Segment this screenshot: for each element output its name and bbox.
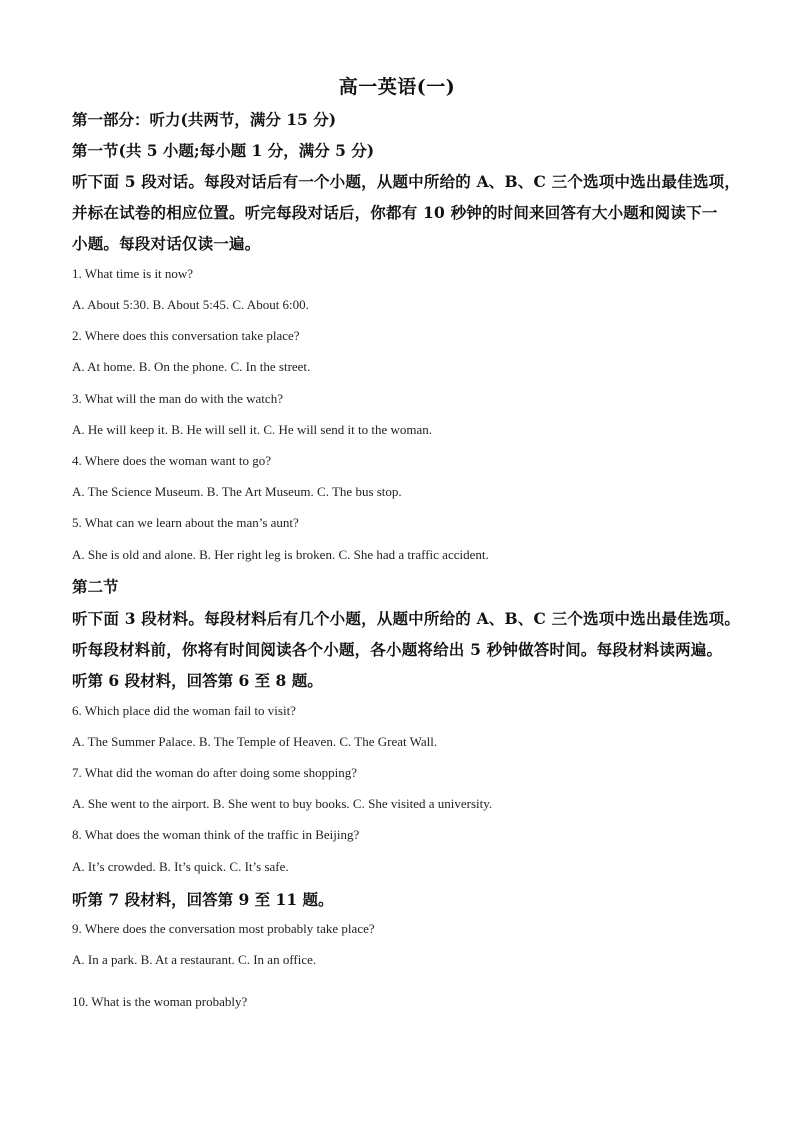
question-6-options: A. The Summer Palace. B. The Temple of Heaven. C. The Great Wall. — [72, 734, 438, 749]
page-title: 高一英语(一) — [338, 76, 456, 98]
question-6: 6. Which place did the woman fail to visit? — [72, 703, 296, 718]
question-7: 7. What did the woman do after doing some shopping? — [72, 765, 357, 780]
section1-instruction-line-3: 小题。每段对话仅读一遍。 — [72, 234, 261, 253]
question-8-options: A. It’s crowded. B. It’s quick. C. It’s safe. — [72, 859, 289, 874]
section2-instruction-line-2: 听每段材料前，你将有时间阅读各个小题，各小题将给出 5 秒钟做答时间。每段材料读两遍。 — [72, 640, 723, 659]
section2-instruction-line-1: 听下面 3 段材料。每段材料后有几个小题，从题中所给的 A、B、C 三个选项中选出最佳选项。 — [72, 609, 741, 628]
question-1: 1. What time is it now? — [72, 266, 194, 281]
question-2-options: A. At home. B. On the phone. C. In the street. — [72, 359, 311, 374]
section1-instruction-line-1: 听下面 5 段对话。每段对话后有一个小题，从题中所给的 A、B、C 三个选项中选出最佳选项， — [72, 172, 741, 191]
question-9-options: A. In a park. B. At a restaurant. C. In an office. — [72, 952, 317, 967]
question-3: 3. What will the man do with the watch? — [72, 391, 283, 406]
part1-heading: 第一部分：听力(共两节，满分 15 分) — [72, 110, 337, 129]
question-10: 10. What is the woman probably? — [72, 994, 248, 1009]
section1-instruction-line-2: 并标在试卷的相应位置。听完每段对话后，你都有 10 秒钟的时间来回答有大小题和阅读下一 — [72, 203, 718, 222]
question-4: 4. Where does the woman want to go? — [72, 453, 272, 468]
question-9: 9. Where does the conversation most probably take place? — [72, 921, 375, 936]
question-8: 8. What does the woman think of the traffic in Beijing? — [72, 827, 360, 842]
question-7-options: A. She went to the airport. B. She went to buy books. C. She visited a university. — [72, 796, 493, 811]
material7-heading: 听第 7 段材料，回答第 9 至 11 题。 — [72, 890, 334, 909]
question-3-options: A. He will keep it. B. He will sell it. C. He will send it to the woman. — [72, 422, 432, 437]
question-1-options: A. About 5:30. B. About 5:45. C. About 6:00. — [72, 297, 309, 312]
question-5: 5. What can we learn about the man’s aunt? — [72, 515, 299, 530]
question-4-options: A. The Science Museum. B. The Art Museum. C. The bus stop. — [72, 484, 402, 499]
question-5-options: A. She is old and alone. B. Her right leg is broken. C. She had a traffic accident. — [72, 547, 489, 562]
material6-heading: 听第 6 段材料，回答第 6 至 8 题。 — [72, 671, 323, 690]
section1-heading: 第一节(共 5 小题;每小题 1 分，满分 5 分) — [72, 141, 375, 160]
section2-heading: 第二节 — [72, 577, 119, 596]
question-2: 2. Where does this conversation take place? — [72, 328, 300, 343]
